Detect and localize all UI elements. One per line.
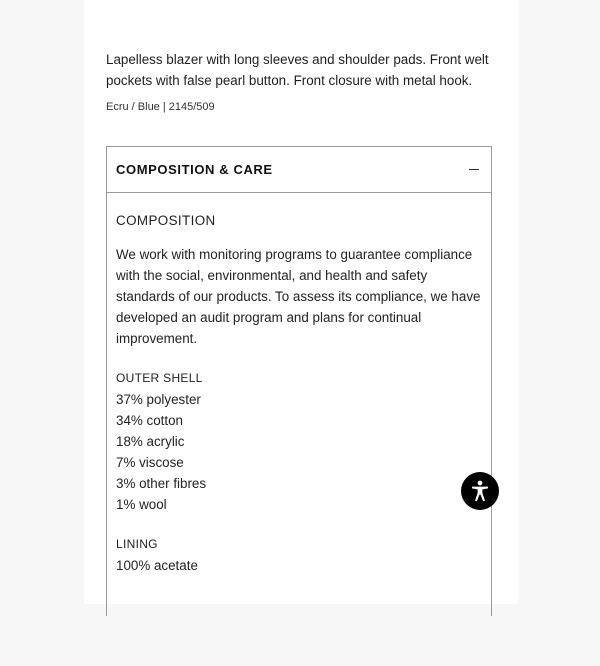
color-reference: Ecru / Blue | 2145/509	[106, 101, 215, 113]
compliance-text: We work with monitoring programs to guarantee compliance with the social, environmental, and health and safety standards of our products. To assess its compliance, we have developed an audit program and plans for continual improvement.	[116, 247, 481, 346]
outer-shell-label: OUTER SHELL	[116, 371, 203, 385]
composition-heading: COMPOSITION	[116, 213, 216, 228]
list-item: 37% polyester	[116, 392, 201, 407]
accessibility-person-icon	[467, 478, 493, 504]
product-description: Lapelless blazer with long sleeves and shoulder pads. Front welt pockets with false pearl button. Front closure with metal hook.	[106, 52, 489, 88]
minus-icon[interactable]	[469, 169, 479, 170]
lining-label: LINING	[116, 537, 158, 551]
outer-shell-list	[116, 389, 482, 515]
composition-care-body	[107, 213, 491, 576]
accessibility-button[interactable]	[461, 472, 499, 510]
list-item: 34% cotton	[116, 413, 183, 428]
list-item: 1% wool	[116, 497, 167, 512]
list-item: 3% other fibres	[116, 476, 207, 491]
list-item: 18% acrylic	[116, 434, 185, 449]
lining-list	[116, 555, 482, 576]
composition-care-title: COMPOSITION & CARE	[116, 162, 273, 177]
list-item: 7% viscose	[116, 455, 184, 470]
composition-care-header[interactable]	[107, 147, 491, 193]
list-item: 100% acetate	[116, 558, 198, 573]
composition-care-panel	[106, 146, 492, 616]
